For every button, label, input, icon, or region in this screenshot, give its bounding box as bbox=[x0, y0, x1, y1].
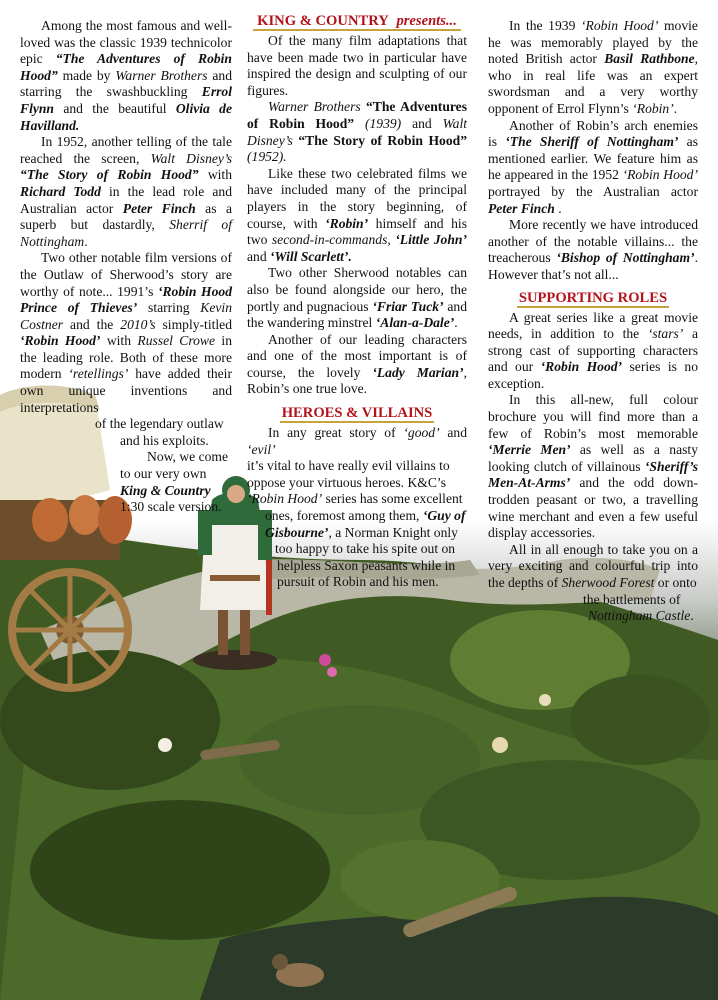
wrap-line: Now, we come bbox=[147, 449, 229, 465]
great-series-paragraph: A great series like a great movie needs, in addition to the ‘stars’ a strong cast of supporting characters and our ‘Robin Hood’ series is no exception. bbox=[488, 309, 698, 391]
column-left bbox=[20, 18, 232, 516]
intro-paragraph: Among the most famous and well-loved was the classic 1939 technicolor epic “The Adventures of Robin Hood” made by Warner Brothers and starring the swashbuckling Errol Flynn and the beautiful Olivia de Havilland. bbox=[20, 18, 232, 133]
bishop-paragraph: More recently we have introduced another of the notable villains... the treacherous ‘Bishop of Nottingham’. However that’s not all... bbox=[488, 217, 698, 282]
supporting-roles-heading: SUPPORTING ROLES bbox=[518, 289, 668, 306]
films-paragraph: Warner Brothers “The Adventures of Robin Hood” (1939) and Walt Disney’s “The Story of Robin Hood” (1952). bbox=[247, 99, 468, 165]
villains-paragraph: In any great story of ‘good’ and ‘evil’ it’s vital to have really evil villains to oppose your virtuous heroes. K&C’s ‘Robin Hood’ series has some excellent ones, foremost among them, ‘Guy of Gisbourne’, a Norman Knight only too happy to take his spite out on helpless Saxon peasants while in pursuit of Robin and his men. bbox=[247, 425, 467, 590]
kc-brand-text: King & Country bbox=[120, 482, 211, 498]
wrap-line: Nottingham Castle. bbox=[588, 608, 694, 624]
column-middle bbox=[247, 12, 467, 591]
kc-presents-heading: KING & COUNTRY presents... bbox=[247, 12, 467, 30]
sheriff-paragraph: Another of Robin’s arch enemies is ‘The Sheriff of Nottingham’ as mentioned earlier. We feature him as he appeared in the 1952 ‘Robin Hood’ portrayed by the Australian actor Peter Finch . bbox=[488, 117, 698, 216]
rathbone-paragraph: In the 1939 ‘Robin Hood’ movie he was memorably played by the noted British actor Basil Rathbone, who in real life was an expert swordsman and a very worthy opponent of Errol Flynn’s ‘Robin’. bbox=[488, 18, 698, 116]
principal-players-paragraph: Like these two celebrated films we have included many of the principal players in the story beginning, of course, with ‘Robin’ himself and his two second-in-commands, ‘Little John’ and ‘Will Scarlett’. bbox=[247, 165, 467, 264]
brochure-paragraph: In this all-new, full colour brochure you will find more than a few of Robin’s most memorable ‘Merrie Men’ as well as a nasty looking clutch of villainous ‘Sheriff’s Men-At-Arms’ and the odd down-trodden peasant or two, a travelling wine merchant and even a few useful display accessories. bbox=[488, 392, 698, 541]
disney-paragraph: In 1952, another telling of the tale reached the screen, Walt Disney’s “The Story of Robin Hood” with Richard Todd in the lead role and Australian actor Peter Finch as a superb but dastardly, Sherrif of Nottingham. bbox=[20, 134, 233, 249]
closing-paragraph: All in all enough to take you on a very exciting and colourful trip into the depths of Sherwood Forest or onto bbox=[488, 541, 698, 590]
wrap-line: 1:30 scale version. bbox=[120, 499, 222, 515]
other-versions-paragraph: Two other notable film versions of the Outlaw of Sherwood’s story are worthy of note... 1991’s ‘Robin Hood Prince of Thieves’ starring Kevin Costner and the 2010’s simply-titled ‘Robin Hood’ with Russel Crowe in the leading role. Both of these more modern ‘retellings’ have added their own unique inventions and interpretations bbox=[20, 250, 233, 415]
lady-marian-paragraph: Another of our leading characters and one of the most important is of course, the lovely ‘Lady Marian’, Robin’s one true love. bbox=[247, 331, 467, 397]
sherwood-notables-paragraph: Two other Sherwood notables can also be found alongside our hero, the portly and pugnacious ‘Friar Tuck’ and the wandering minstrel ‘Alan-a-Dale’. bbox=[247, 265, 467, 331]
wrap-line: of the legendary outlaw bbox=[95, 416, 224, 432]
heroes-villains-heading: HEROES & VILLAINS bbox=[281, 405, 433, 422]
wrap-line: the battlements of bbox=[583, 591, 681, 607]
wrap-line: and his exploits. bbox=[120, 432, 209, 448]
flower bbox=[319, 654, 331, 666]
adaptations-paragraph: Of the many film adaptations that have been made two in particular have inspired the design and sculpting of our figures. bbox=[247, 33, 467, 98]
column-right bbox=[488, 18, 698, 625]
wrap-line: to our very own bbox=[120, 466, 207, 482]
